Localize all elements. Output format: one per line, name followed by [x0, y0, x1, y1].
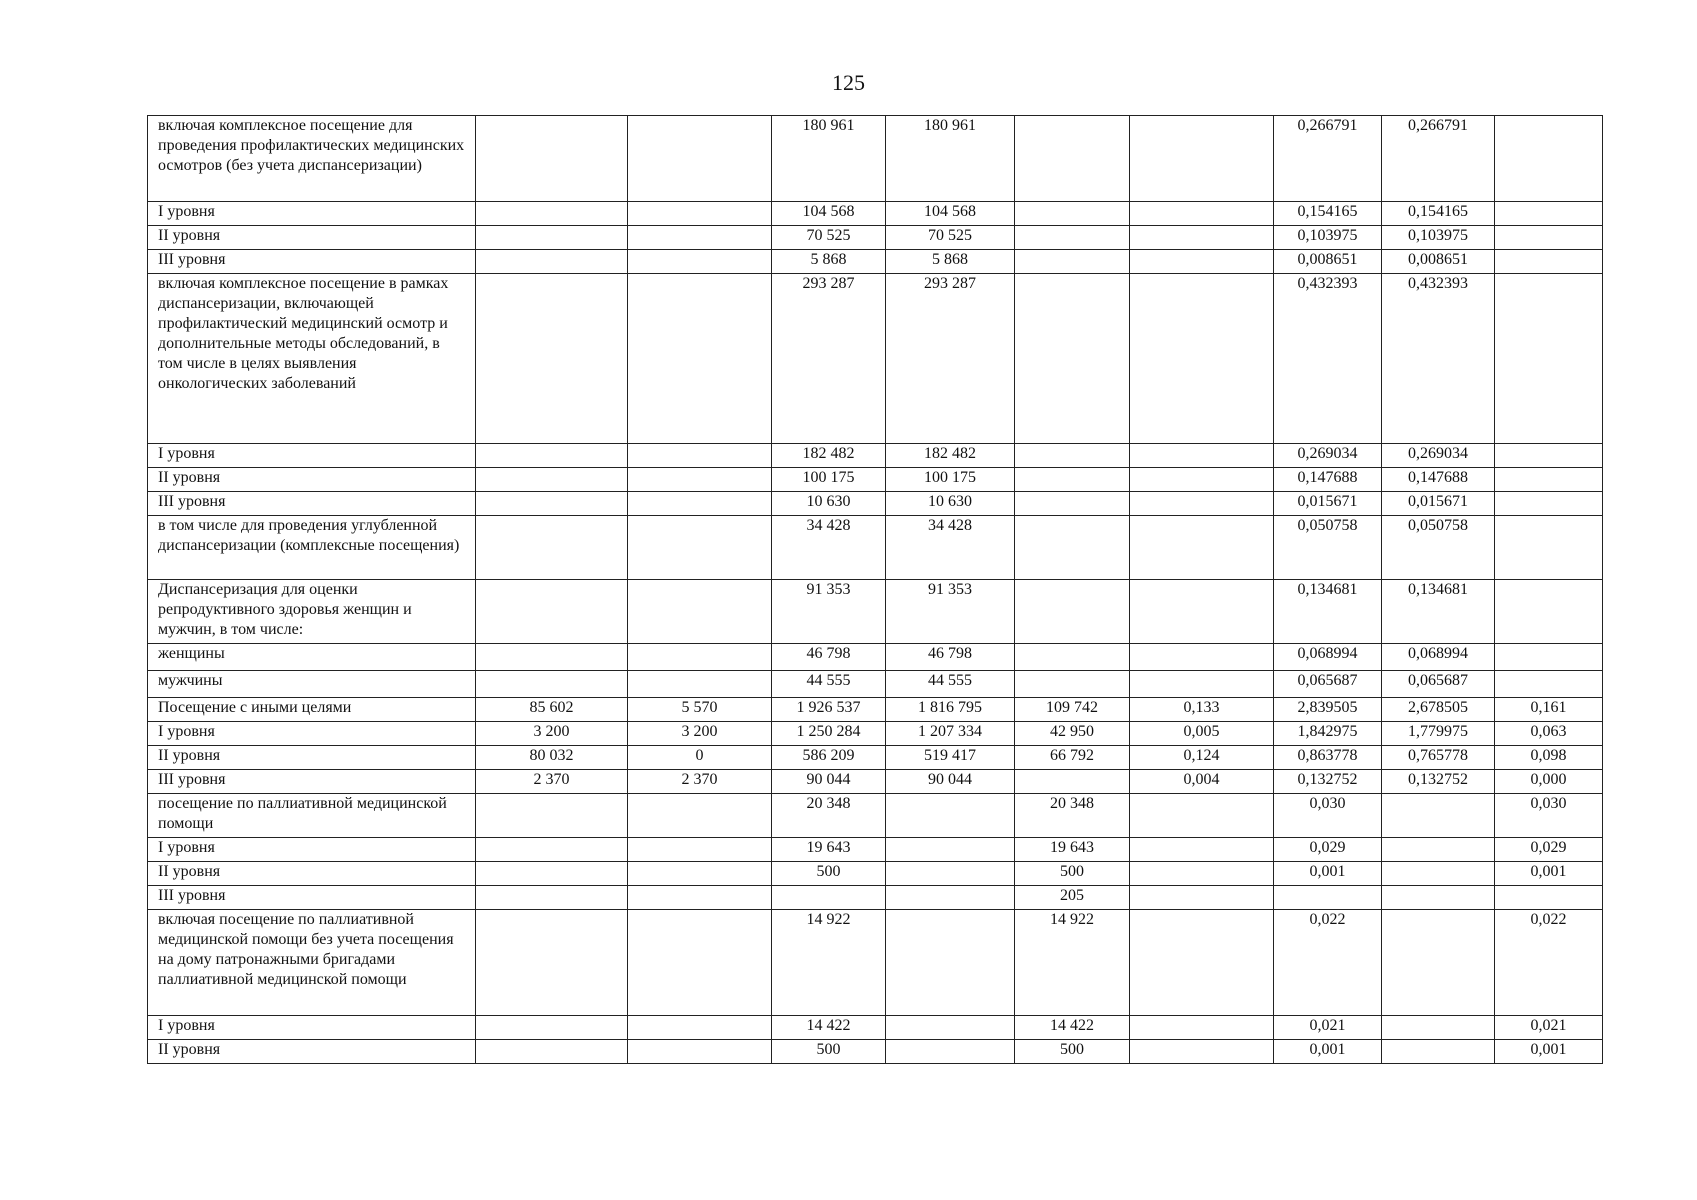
table-cell-col-3 [628, 886, 772, 910]
table-cell-col-9 [1382, 1016, 1495, 1040]
table-row [148, 770, 1603, 794]
table-cell-col-10: 0,001 [1495, 862, 1603, 886]
table-cell-col-9 [1382, 838, 1495, 862]
table-cell-col-4: 1 926 537 [772, 698, 886, 722]
table-cell-col-5 [886, 862, 1015, 886]
table-cell-col-9: 0,269034 [1382, 444, 1495, 468]
table-cell-col-5: 70 525 [886, 226, 1015, 250]
table-cell-col-2 [476, 516, 628, 580]
row-label: I уровня [148, 1016, 476, 1040]
table-cell-col-2 [476, 116, 628, 202]
table-cell-col-10 [1495, 116, 1603, 202]
table-cell-col-6: 20 348 [1015, 794, 1130, 838]
row-label: III уровня [148, 250, 476, 274]
table-cell-col-10: 0,000 [1495, 770, 1603, 794]
table-cell-col-6 [1015, 468, 1130, 492]
row-label: посещение по паллиативной медицинской помощи [148, 794, 476, 838]
table-cell-col-10 [1495, 671, 1603, 698]
table-cell-col-9: 0,050758 [1382, 516, 1495, 580]
table-cell-col-10: 0,022 [1495, 910, 1603, 1016]
table-cell-col-9: 0,068994 [1382, 644, 1495, 671]
table-cell-col-3 [628, 644, 772, 671]
table-cell-col-10 [1495, 250, 1603, 274]
row-label: II уровня [148, 468, 476, 492]
table-cell-col-8: 0,068994 [1274, 644, 1382, 671]
table-cell-col-2 [476, 910, 628, 1016]
table-cell-col-7 [1130, 250, 1274, 274]
table-cell-col-8: 0,029 [1274, 838, 1382, 862]
table-cell-col-6: 42 950 [1015, 722, 1130, 746]
table-row [148, 274, 1603, 444]
table-row [148, 671, 1603, 698]
table-cell-col-6 [1015, 274, 1130, 444]
table-cell-col-7 [1130, 116, 1274, 202]
table-cell-col-8: 0,269034 [1274, 444, 1382, 468]
table-cell-col-3 [628, 468, 772, 492]
table-cell-col-8: 0,015671 [1274, 492, 1382, 516]
table-cell-col-2 [476, 226, 628, 250]
table-row [148, 838, 1603, 862]
table-cell-col-5 [886, 886, 1015, 910]
table-cell-col-5 [886, 1016, 1015, 1040]
table-cell-col-7 [1130, 274, 1274, 444]
table-cell-col-2: 80 032 [476, 746, 628, 770]
table-cell-col-8: 0,030 [1274, 794, 1382, 838]
table-cell-col-6: 205 [1015, 886, 1130, 910]
table-cell-col-7 [1130, 886, 1274, 910]
table-cell-col-7 [1130, 492, 1274, 516]
row-label: III уровня [148, 492, 476, 516]
table-row [148, 516, 1603, 580]
table-cell-col-6 [1015, 492, 1130, 516]
table-cell-col-2 [476, 862, 628, 886]
table-cell-col-3 [628, 202, 772, 226]
table-cell-col-2 [476, 1040, 628, 1064]
table-cell-col-7 [1130, 862, 1274, 886]
table-cell-col-4: 182 482 [772, 444, 886, 468]
table-cell-col-10: 0,029 [1495, 838, 1603, 862]
table-cell-col-3 [628, 274, 772, 444]
row-label: I уровня [148, 838, 476, 862]
table-cell-col-6 [1015, 226, 1130, 250]
table-cell-col-4: 90 044 [772, 770, 886, 794]
table-cell-col-10: 0,030 [1495, 794, 1603, 838]
table-cell-col-6 [1015, 671, 1130, 698]
table-cell-col-2 [476, 468, 628, 492]
table-cell-col-8: 0,021 [1274, 1016, 1382, 1040]
table-cell-col-9: 0,266791 [1382, 116, 1495, 202]
table-cell-col-5: 44 555 [886, 671, 1015, 698]
table-cell-col-6: 109 742 [1015, 698, 1130, 722]
table-cell-col-2 [476, 250, 628, 274]
table-cell-col-9: 0,132752 [1382, 770, 1495, 794]
table-cell-col-9: 0,008651 [1382, 250, 1495, 274]
table-cell-col-2 [476, 838, 628, 862]
table-cell-col-4: 100 175 [772, 468, 886, 492]
table-row [148, 492, 1603, 516]
table-row [148, 468, 1603, 492]
table-cell-col-2 [476, 794, 628, 838]
table-cell-col-8: 0,001 [1274, 862, 1382, 886]
table-cell-col-8: 0,154165 [1274, 202, 1382, 226]
table-row [148, 722, 1603, 746]
row-label: женщины [148, 644, 476, 671]
table-cell-col-8: 0,134681 [1274, 580, 1382, 644]
table-cell-col-4: 5 868 [772, 250, 886, 274]
row-label: III уровня [148, 770, 476, 794]
table-cell-col-9 [1382, 1040, 1495, 1064]
table-cell-col-7 [1130, 644, 1274, 671]
table-cell-col-7 [1130, 1040, 1274, 1064]
table-cell-col-7: 0,005 [1130, 722, 1274, 746]
table-cell-col-10 [1495, 516, 1603, 580]
table-cell-col-7 [1130, 516, 1274, 580]
row-label: Диспансеризация для оценки репродуктивного здоровья женщин и мужчин, в том числе: [148, 580, 476, 644]
table-cell-col-9 [1382, 862, 1495, 886]
table-cell-col-5: 100 175 [886, 468, 1015, 492]
table-cell-col-2: 3 200 [476, 722, 628, 746]
table-cell-col-4: 1 250 284 [772, 722, 886, 746]
table-cell-col-5 [886, 1040, 1015, 1064]
table-cell-col-8: 0,065687 [1274, 671, 1382, 698]
table-cell-col-9 [1382, 886, 1495, 910]
table-cell-col-7 [1130, 444, 1274, 468]
table-row [148, 202, 1603, 226]
table-cell-col-6: 500 [1015, 1040, 1130, 1064]
table-cell-col-6 [1015, 250, 1130, 274]
table-cell-col-7: 0,133 [1130, 698, 1274, 722]
table-cell-col-6 [1015, 580, 1130, 644]
table-cell-col-7 [1130, 202, 1274, 226]
table-cell-col-7 [1130, 226, 1274, 250]
table-cell-col-10: 0,161 [1495, 698, 1603, 722]
table-cell-col-3: 2 370 [628, 770, 772, 794]
table-cell-col-8: 2,839505 [1274, 698, 1382, 722]
table-cell-col-6: 14 922 [1015, 910, 1130, 1016]
table-cell-col-10: 0,063 [1495, 722, 1603, 746]
table-cell-col-10 [1495, 226, 1603, 250]
table-cell-col-8: 0,050758 [1274, 516, 1382, 580]
row-label: I уровня [148, 444, 476, 468]
table-cell-col-2 [476, 580, 628, 644]
table-cell-col-3 [628, 1016, 772, 1040]
table-cell-col-4: 586 209 [772, 746, 886, 770]
row-label: II уровня [148, 746, 476, 770]
row-label: в том числе для проведения углубленной диспансеризации (комплексные посещения) [148, 516, 476, 580]
table-cell-col-10 [1495, 580, 1603, 644]
table-cell-col-2 [476, 1016, 628, 1040]
table-cell-col-3 [628, 116, 772, 202]
table-cell-col-5: 5 868 [886, 250, 1015, 274]
row-label: II уровня [148, 1040, 476, 1064]
table-cell-col-5 [886, 838, 1015, 862]
row-label: II уровня [148, 862, 476, 886]
table-cell-col-4: 20 348 [772, 794, 886, 838]
table-cell-col-6 [1015, 202, 1130, 226]
table-cell-col-10: 0,098 [1495, 746, 1603, 770]
table-cell-col-6 [1015, 516, 1130, 580]
table-cell-col-5: 34 428 [886, 516, 1015, 580]
table-cell-col-8: 0,008651 [1274, 250, 1382, 274]
table-cell-col-6: 14 422 [1015, 1016, 1130, 1040]
table-cell-col-4: 46 798 [772, 644, 886, 671]
table-cell-col-7 [1130, 794, 1274, 838]
table-row [148, 746, 1603, 770]
table-cell-col-8: 0,432393 [1274, 274, 1382, 444]
table-row [148, 862, 1603, 886]
table-cell-col-10: 0,001 [1495, 1040, 1603, 1064]
row-label: мужчины [148, 671, 476, 698]
table-cell-col-2 [476, 886, 628, 910]
table-cell-col-4: 104 568 [772, 202, 886, 226]
table-cell-col-6: 19 643 [1015, 838, 1130, 862]
table-cell-col-6 [1015, 770, 1130, 794]
table-row [148, 644, 1603, 671]
table-row [148, 886, 1603, 910]
table-cell-col-3 [628, 580, 772, 644]
table-cell-col-3 [628, 226, 772, 250]
table-cell-col-10 [1495, 644, 1603, 671]
table-cell-col-3: 3 200 [628, 722, 772, 746]
table-row [148, 1016, 1603, 1040]
table-cell-col-4: 500 [772, 1040, 886, 1064]
table-cell-col-3 [628, 1040, 772, 1064]
table-cell-col-2: 2 370 [476, 770, 628, 794]
table-cell-col-10: 0,021 [1495, 1016, 1603, 1040]
table-cell-col-8: 1,842975 [1274, 722, 1382, 746]
table-cell-col-4: 293 287 [772, 274, 886, 444]
table-cell-col-4: 10 630 [772, 492, 886, 516]
table-cell-col-7: 0,124 [1130, 746, 1274, 770]
row-label: включая комплексное посещение для проведения профилактических медицинских осмотров (без учета диспансеризации) [148, 116, 476, 202]
table-cell-col-6 [1015, 116, 1130, 202]
table-cell-col-3: 5 570 [628, 698, 772, 722]
table-cell-col-3 [628, 444, 772, 468]
table-cell-col-4: 14 422 [772, 1016, 886, 1040]
table-cell-col-7 [1130, 838, 1274, 862]
table-cell-col-4: 44 555 [772, 671, 886, 698]
table-cell-col-8: 0,103975 [1274, 226, 1382, 250]
table-cell-col-3 [628, 794, 772, 838]
table-cell-col-5: 1 816 795 [886, 698, 1015, 722]
table-row [148, 444, 1603, 468]
table-cell-col-4: 180 961 [772, 116, 886, 202]
table-cell-col-3 [628, 838, 772, 862]
table-row [148, 698, 1603, 722]
row-label: Посещение с иными целями [148, 698, 476, 722]
table-cell-col-7 [1130, 468, 1274, 492]
table-cell-col-6 [1015, 644, 1130, 671]
table-cell-col-5: 180 961 [886, 116, 1015, 202]
table-cell-col-7 [1130, 580, 1274, 644]
table-cell-col-9: 0,015671 [1382, 492, 1495, 516]
table-cell-col-4: 70 525 [772, 226, 886, 250]
table-cell-col-5 [886, 910, 1015, 1016]
table-cell-col-4: 91 353 [772, 580, 886, 644]
table-row [148, 1040, 1603, 1064]
table-cell-col-9: 0,134681 [1382, 580, 1495, 644]
table-cell-col-2 [476, 444, 628, 468]
table-row [148, 116, 1603, 202]
table-cell-col-4: 19 643 [772, 838, 886, 862]
table-cell-col-10 [1495, 444, 1603, 468]
table-cell-col-4: 14 922 [772, 910, 886, 1016]
table-cell-col-10 [1495, 202, 1603, 226]
table-cell-col-5: 10 630 [886, 492, 1015, 516]
page-number: 125 [832, 70, 865, 95]
table-cell-col-9: 2,678505 [1382, 698, 1495, 722]
table-cell-col-7 [1130, 910, 1274, 1016]
table-cell-col-4: 34 428 [772, 516, 886, 580]
table-row [148, 580, 1603, 644]
table-cell-col-2 [476, 202, 628, 226]
table-cell-col-5: 104 568 [886, 202, 1015, 226]
table-cell-col-9 [1382, 794, 1495, 838]
table-cell-col-10 [1495, 468, 1603, 492]
table-cell-col-10 [1495, 492, 1603, 516]
table-cell-col-3: 0 [628, 746, 772, 770]
row-label: II уровня [148, 226, 476, 250]
table-cell-col-9: 0,432393 [1382, 274, 1495, 444]
table-row [148, 794, 1603, 838]
table-cell-col-5: 90 044 [886, 770, 1015, 794]
row-label: включая посещение по паллиативной медицинской помощи без учета посещения на дому патронажными бригадами паллиативной медицинской помощи [148, 910, 476, 1016]
table-cell-col-2 [476, 644, 628, 671]
table-cell-col-8: 0,022 [1274, 910, 1382, 1016]
table-cell-col-9 [1382, 910, 1495, 1016]
table-cell-col-5: 182 482 [886, 444, 1015, 468]
table-cell-col-10 [1495, 886, 1603, 910]
table-cell-col-4 [772, 886, 886, 910]
table-cell-col-5 [886, 794, 1015, 838]
row-label: III уровня [148, 886, 476, 910]
table-cell-col-2 [476, 671, 628, 698]
table-cell-col-7 [1130, 671, 1274, 698]
data-table [147, 115, 1603, 1064]
table-cell-col-3 [628, 671, 772, 698]
row-label: I уровня [148, 722, 476, 746]
table-row [148, 250, 1603, 274]
table-cell-col-9: 0,065687 [1382, 671, 1495, 698]
table-cell-col-8: 0,863778 [1274, 746, 1382, 770]
table-row [148, 910, 1603, 1016]
table-cell-col-5: 293 287 [886, 274, 1015, 444]
table-cell-col-5: 519 417 [886, 746, 1015, 770]
table-cell-col-2 [476, 274, 628, 444]
table-cell-col-3 [628, 250, 772, 274]
table-cell-col-6 [1015, 444, 1130, 468]
table-cell-col-9: 0,765778 [1382, 746, 1495, 770]
row-label: включая комплексное посещение в рамках диспансеризации, включающей профилактический медицинский осмотр и дополнительные методы обследований, в том числе в целях выявления онкологических заболеваний [148, 274, 476, 444]
table-cell-col-4: 500 [772, 862, 886, 886]
row-label: I уровня [148, 202, 476, 226]
table-cell-col-8: 0,001 [1274, 1040, 1382, 1064]
table-cell-col-8 [1274, 886, 1382, 910]
table-cell-col-5: 46 798 [886, 644, 1015, 671]
table-cell-col-8: 0,266791 [1274, 116, 1382, 202]
table-cell-col-3 [628, 492, 772, 516]
table-cell-col-3 [628, 516, 772, 580]
table-body [148, 116, 1603, 1064]
table-row [148, 226, 1603, 250]
table-cell-col-8: 0,147688 [1274, 468, 1382, 492]
table-cell-col-7: 0,004 [1130, 770, 1274, 794]
table-cell-col-6: 500 [1015, 862, 1130, 886]
table-cell-col-5: 91 353 [886, 580, 1015, 644]
table-cell-col-2: 85 602 [476, 698, 628, 722]
table-cell-col-7 [1130, 1016, 1274, 1040]
table-cell-col-10 [1495, 274, 1603, 444]
table-cell-col-9: 0,154165 [1382, 202, 1495, 226]
table-cell-col-9: 0,147688 [1382, 468, 1495, 492]
table-cell-col-3 [628, 862, 772, 886]
table-cell-col-9: 1,779975 [1382, 722, 1495, 746]
table-cell-col-3 [628, 910, 772, 1016]
table-cell-col-8: 0,132752 [1274, 770, 1382, 794]
table-cell-col-5: 1 207 334 [886, 722, 1015, 746]
table-cell-col-6: 66 792 [1015, 746, 1130, 770]
table-cell-col-9: 0,103975 [1382, 226, 1495, 250]
table-cell-col-2 [476, 492, 628, 516]
